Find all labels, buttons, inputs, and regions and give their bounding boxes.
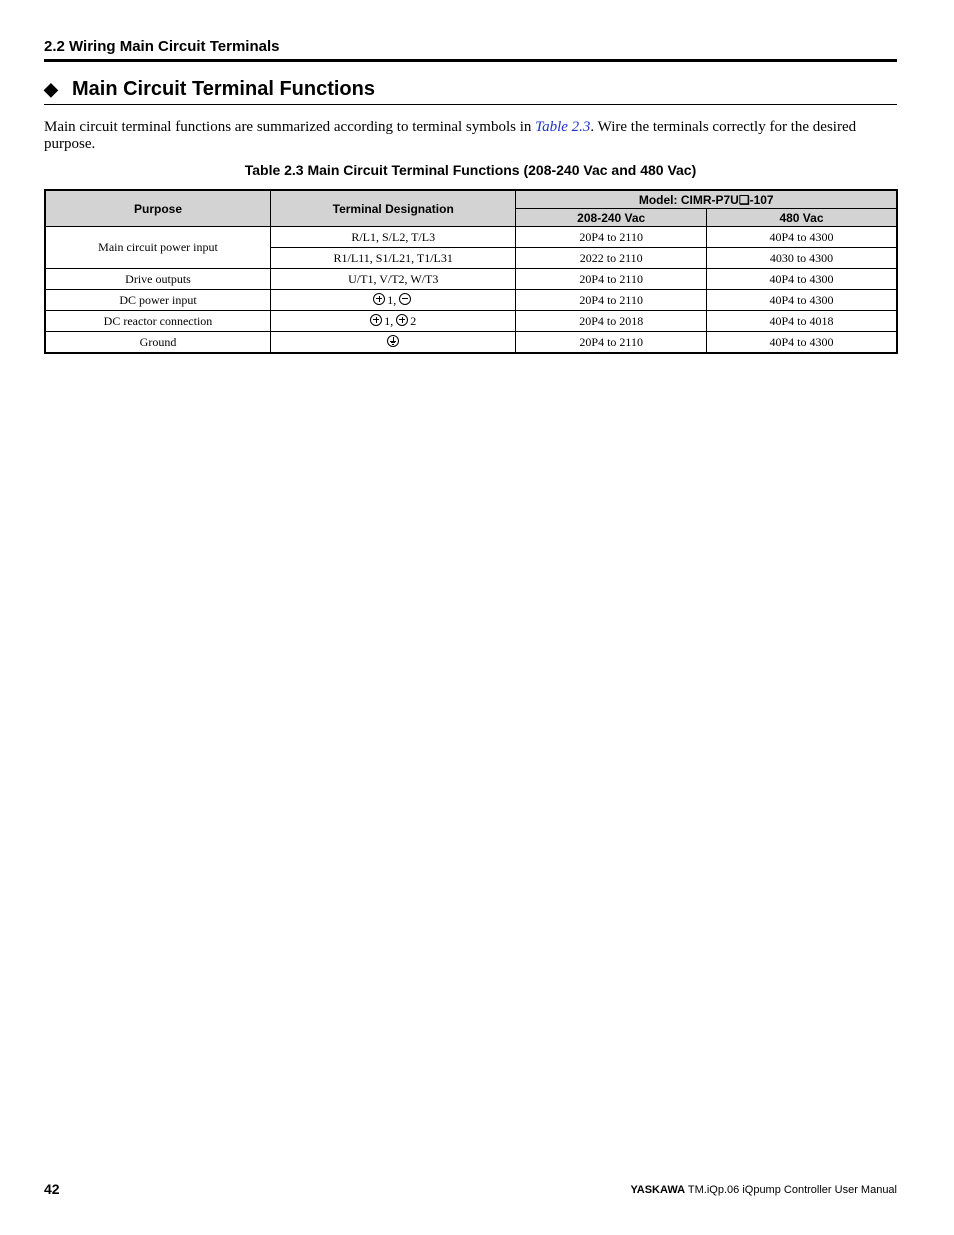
- terminal-label: 1,: [387, 292, 400, 307]
- footer: [630, 1184, 897, 1196]
- footer-brand: YASKAWA: [630, 1184, 686, 1196]
- cell-purpose: Ground: [45, 332, 270, 354]
- table-row: [45, 269, 897, 290]
- table-row: [45, 332, 897, 354]
- running-header: 2.2 Wiring Main Circuit Terminals: [44, 38, 280, 55]
- section-heading: [44, 78, 897, 101]
- cell-480: 40P4 to 4300: [706, 332, 897, 354]
- cell-480: 40P4 to 4300: [706, 227, 897, 248]
- cell-480: 4030 to 4300: [706, 248, 897, 269]
- header-model: Model: CIMR-P7U❑-107: [516, 190, 897, 209]
- cell-208: 20P4 to 2110: [516, 332, 707, 354]
- header-purpose: Purpose: [45, 190, 270, 227]
- intro-text-after: . Wire the terminals correctly for the desired purpose.: [44, 119, 857, 152]
- ground-icon: [387, 335, 399, 347]
- cell-purpose: Drive outputs: [45, 269, 270, 290]
- header-208-240-vac: 208-240 Vac: [516, 209, 707, 227]
- cell-terminal: U/T1, V/T2, W/T3: [270, 269, 515, 290]
- circled-plus-icon: [396, 314, 408, 326]
- terminal-functions-table: [44, 189, 898, 354]
- cell-terminal: R1/L11, S1/L21, T1/L31: [270, 248, 515, 269]
- cell-terminal: R/L1, S/L2, T/L3: [270, 227, 515, 248]
- table-reference-link[interactable]: Table 2.3: [535, 119, 591, 135]
- table-caption: Table 2.3 Main Circuit Terminal Functions (208-240 Vac and 480 Vac): [244, 162, 697, 178]
- cell-purpose: DC reactor connection: [45, 311, 270, 332]
- header-rule: [44, 59, 897, 62]
- cell-terminal: [270, 290, 515, 311]
- cell-208: 2022 to 2110: [516, 248, 707, 269]
- table-row: [45, 290, 897, 311]
- table-row: [45, 311, 897, 332]
- cell-terminal: [270, 332, 515, 354]
- cell-terminal: [270, 311, 515, 332]
- cell-208: 20P4 to 2018: [516, 311, 707, 332]
- cell-480: 40P4 to 4300: [706, 290, 897, 311]
- header-480-vac: 480 Vac: [706, 209, 897, 227]
- cell-208: 20P4 to 2110: [516, 269, 707, 290]
- intro-text-before: Main circuit terminal functions are summarized according to terminal symbols in: [44, 119, 536, 135]
- cell-purpose: Main circuit power input: [45, 227, 270, 269]
- page-number: 42: [44, 1181, 60, 1197]
- circled-plus-icon: [370, 314, 382, 326]
- circled-plus-icon: [373, 293, 385, 305]
- terminal-label: 2: [410, 313, 417, 328]
- header-terminal-designation: Terminal Designation: [270, 190, 515, 227]
- cell-208: 20P4 to 2110: [516, 227, 707, 248]
- section-rule: [44, 104, 897, 105]
- cell-480: 40P4 to 4018: [706, 311, 897, 332]
- intro-paragraph: [44, 119, 897, 153]
- table-row: [45, 227, 897, 248]
- footer-manual-title: TM.iQp.06 iQpump Controller User Manual: [685, 1184, 897, 1196]
- cell-208: 20P4 to 2110: [516, 290, 707, 311]
- cell-purpose: DC power input: [45, 290, 270, 311]
- section-title: Main Circuit Terminal Functions: [72, 78, 375, 100]
- circled-minus-icon: [399, 293, 411, 305]
- terminal-label: 1,: [384, 313, 397, 328]
- diamond-bullet-icon: ◆: [44, 79, 58, 99]
- cell-480: 40P4 to 4300: [706, 269, 897, 290]
